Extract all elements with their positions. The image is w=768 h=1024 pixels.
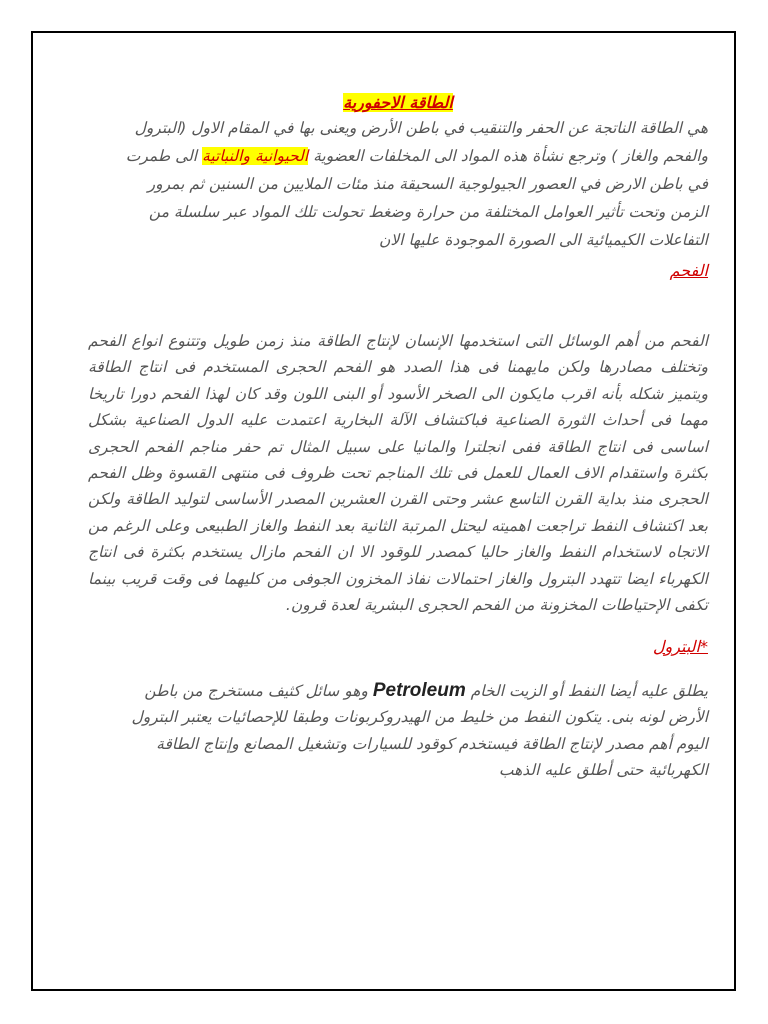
intro-highlight: الحيوانية والنباتية [202,147,309,165]
petroleum-text-1: يطلق عليه أيضا النفط أو الزيت الخام [465,681,708,700]
document-title-text: الطاقة الاحفورية [343,93,453,112]
intro-text-1: هي الطاقة الناتجة عن الحفر والتنقيب في باطن الأرض ويعنى بها في المقام الاول (البترول والفحم والغاز ) وترجع نشأة هذه المواد الى المخلفات العضوية [134,119,708,165]
document-title [88,92,708,114]
intro-text-2: الى طمرت في باطن الارض في العصور الجيولوجية السحيقة منذ مئات الملايين من السنين ثم بمرور الزمن وتحت تأثير العوامل المختلفة من حرارة وضغط تحولت تلك المواد عبر سلسلة من التفاعلات الكيميائية الى الصورة الموجودة عليها الان [125,147,708,249]
petroleum-heading: *البترول [652,636,708,656]
intro-paragraph [118,114,708,254]
coal-paragraph: الفحم من أهم الوسائل التى استخدمها الإنسان لإنتاج الطاقة منذ زمن طويل وتتنوع انواع الفحم وتختلف مصادرها ولكن مايهمنا فى هذا الصدد هو الفحم الحجرى المستخدم فى انتاج الطاقة ويتميز شكله بأنه اقرب مايكون الى الصخر الأسود أو البنى اللون وقد كان لهذا الفحم دورا تاريخا مهما فى أحداث الثورة الصناعية فباكتشاف الآلة البخارية اعتمدت عليه الدول الصناعية بشكل اساسى فى انتاج الطاقة ففى انجلترا والمانيا على سبيل المثال تم حفر مناجم الفحم الحجرى بكثرة واستقدام الاف العمال للعمل فى تلك المناجم تحت ظروف فى منتهى القسوة وظل الفحم الحجرى منذ بداية القرن التاسع عشر وحتى القرن العشرين المصدر الأساسى لتوليد الطاقة ولكن بعد اكتشاف النفط تراجعت اهميته ليحتل المرتبة الثانية بعد النفط والغاز الطبيعى وعلى الرغم من الاتجاه لاستخدام النفط والغاز حاليا كمصدر للوقود الا ان الفحم مازال يستخدم بكثرة فى انتاج الكهرباء ايضا تتهدد البترول والغاز احتمالات نفاذ المخزون الجوفى من كليهما فى وقت قريب بينما تكفى الإحتياطات المخزونة من الفحم الحجرى البشرية لعدة قرون. [88,332,708,615]
coal-heading: الفحم [669,261,708,280]
petroleum-text-2: وهو سائل كثيف مستخرج من باطن الأرض لونه بنى. يتكون النفط من خليط من الهيدروكربونات وطبقا للإحصائيات يعتبر البترول اليوم أهم مصدر لإنتاج الطاقة فيستخدم كوقود للسيارات وتشغيل المصانع وإنتاج الطاقة الكهربائية حتى أطلق عليه الذهب [131,681,708,780]
petroleum-paragraph [128,678,708,784]
petroleum-latin-term: Petroleum [372,679,466,701]
document-body [88,92,708,799]
